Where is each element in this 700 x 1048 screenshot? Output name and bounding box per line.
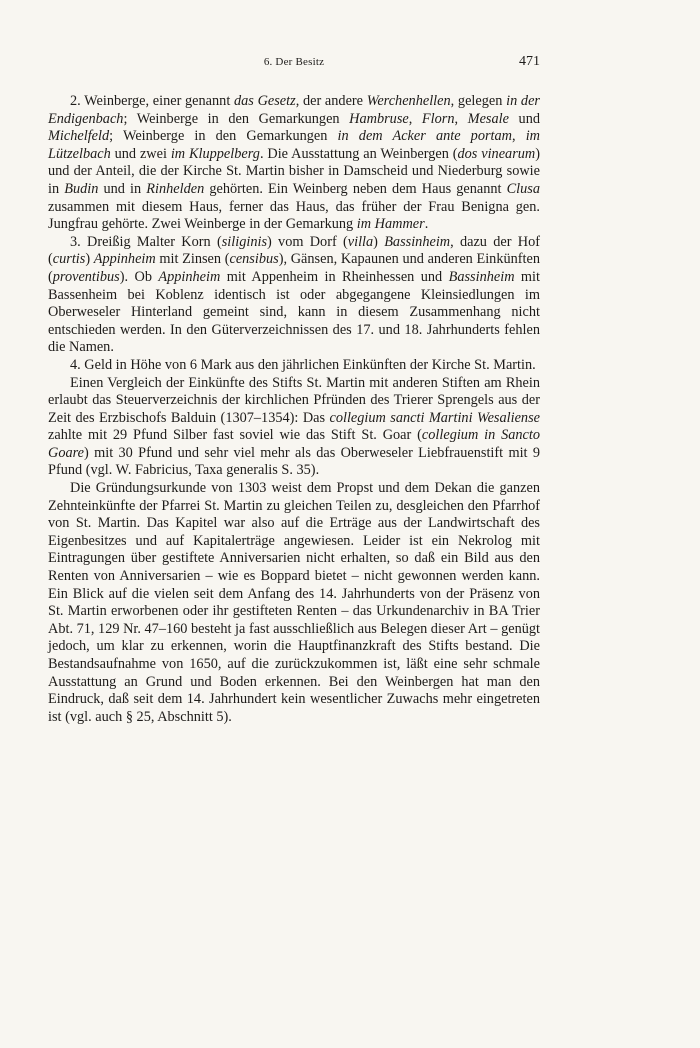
italic-term: das Gesetz <box>234 93 296 109</box>
text-run: ) und der Anteil, die der Kirche St. Martin bisher in Damscheid und Niederburg sowie in <box>48 145 540 197</box>
text-run: ; Weinberge in den Gemarkungen <box>109 128 338 145</box>
text-run: , gelegen <box>450 93 507 109</box>
italic-term: im Hammer <box>356 216 425 233</box>
body-text <box>48 93 540 726</box>
italic-term: Clusa <box>506 180 540 197</box>
italic-term: dos vinearum <box>457 145 536 162</box>
text-run: 3. Dreißig Malter Korn ( <box>70 233 222 250</box>
paragraph-grain <box>48 234 540 357</box>
italic-term: Rinhelden <box>146 180 205 197</box>
italic-term: Werchenhellen <box>366 93 451 109</box>
text-run: , <box>512 128 526 145</box>
italic-term: Budin <box>64 180 99 197</box>
text-run: ) <box>373 233 385 250</box>
text-run: 4. Geld in Höhe von 6 Mark aus den jährlichen Einkünften der Kirche St. Martin. <box>70 356 536 373</box>
text-run: , der andere <box>295 93 367 109</box>
text-run: , <box>408 110 422 127</box>
italic-term: collegium sancti Martini Wesaliense <box>329 409 540 426</box>
italic-term: proventibus <box>52 268 120 285</box>
page-header <box>48 54 540 74</box>
text-run: und in <box>98 180 147 197</box>
italic-term: collegium in Sancto Goare <box>48 427 541 461</box>
paragraph-vineyards <box>48 93 540 234</box>
italic-term: villa <box>347 233 374 250</box>
italic-term: Appinheim <box>158 268 221 285</box>
italic-term: Bassinheim <box>384 233 451 250</box>
text-run: , <box>454 110 468 127</box>
text-run: mit Zinsen ( <box>155 251 230 268</box>
text-run: ), Gänsen, Kapaunen und anderen Einkünften ( <box>48 251 540 285</box>
italic-term: censibus <box>229 251 279 268</box>
text-run: ; Weinberge in den Gemarkungen <box>123 110 350 127</box>
text-run: ) mit 30 Pfund und sehr viel mehr als das Oberweseler Liebfrauenstift mit 9 Pfund (vgl. W. Fabricius, Taxa generalis S. 35). <box>48 444 540 479</box>
italic-term: curtis <box>52 251 86 268</box>
page-number: 471 <box>519 54 540 69</box>
italic-term: Appinheim <box>93 251 156 268</box>
italic-term: in der Endigenbach <box>48 93 540 127</box>
text-run: und <box>508 110 540 127</box>
italic-term: Florn <box>421 110 455 127</box>
text-run: ) vom Dorf ( <box>267 233 348 250</box>
italic-term: siliginis <box>221 233 268 250</box>
text-run: mit Bassenheim bei Koblenz identisch ist oder abgegangene Kleinsiedlungen im Oberweseler Hinterland gemeint sind, kann in diesem Zusammenhang nicht entschieden werden. In den Güterverzeichnissen des 17. und 18. Jahrhunderts fehlen die Namen. <box>48 268 540 356</box>
italic-term: Mesale <box>467 110 509 127</box>
text-run: , dazu der Hof ( <box>48 233 540 268</box>
paragraph-founding-charter <box>48 480 540 726</box>
text-run: Die Gründungsurkunde von 1303 weist dem Propst und dem Dekan die ganzen Zehnteinkünfte der Pfarrei St. Martin zu gleichen Teilen zu, desgleichen den Pfarrhof von St. Martin. Das Kapitel war also auf die Erträge aus der Landwirtschaft des Eigenbesitzes und auf Kapitalerträge angewiesen. Leider ist ein Nekrolog mit Eintragungen über gestiftete Anniversarien nicht erhalten, so daß ein Bild aus den Renten von Anniversarien – wie es Boppard bietet – nicht gewonnen werden kann. Ein Blick auf die vielen seit dem Anfang des 14. Jahrhunderts von der Präsenz von St. Martin erworbenen oder ihr gestifteten Renten – das Urkundenarchiv in BA Trier Abt. 71, 129 Nr. 47–160 besteht ja fast ausschließlich aus Belegen dieser Art – genügt jedoch, um klar zu erkennen, worin die Hauptfinanzkraft des Stifts bestand. Die Bestandsaufnahme von 1650, auf die zurückzukommen ist, läßt eine sehr schmale Ausstattung an Grund und Boden erkennen. Bei den Weinbergen hat man den Eindruck, daß seit dem 14. Jahrhundert kein wesentlicher Zuwachs mehr eingetreten ist (vgl. auch § 25, Abschnitt 5). <box>48 480 540 725</box>
text-run: ). Ob <box>119 268 159 285</box>
text-run: Einen Vergleich der Einkünfte des Stifts St. Martin mit anderen Stiften am Rhein erlaubt das Steuerverzeichnis der kirchlichen Pfründen des Trierer Sprengels aus der Zeit des Erzbischofs Balduin (1307–1354): Das <box>48 374 540 426</box>
italic-term: in dem Acker ante portam <box>337 128 512 145</box>
text-run: gehörten. Ein Weinberg neben dem Haus genannt <box>204 180 507 197</box>
paragraph-money <box>48 357 540 375</box>
italic-term: im Kluppelberg <box>170 145 260 162</box>
text-run: 2. Weinberge, einer genannt <box>70 93 234 109</box>
running-head: 6. Der Besitz <box>263 56 325 68</box>
text-run: ) <box>85 251 94 268</box>
text-run: mit Appenheim in Rheinhessen und <box>220 268 449 285</box>
italic-term: Hambruse <box>349 110 409 127</box>
text-run: . <box>424 216 429 233</box>
text-run: und zwei <box>110 145 171 162</box>
italic-term: Bassinheim <box>448 268 515 285</box>
paragraph-comparison <box>48 375 540 481</box>
text-run: zahlte mit 29 Pfund Silber fast soviel wie das Stift St. Goar ( <box>48 427 422 444</box>
text-run: zusammen mit diesem Haus, ferner das Haus, das früher der Frau Benigna gen. Jungfrau gehörte. Zwei Weinberge in der Gemarkung <box>48 198 540 233</box>
italic-term: im Lützelbach <box>48 128 541 162</box>
text-run: . Die Ausstattung an Weinbergen ( <box>259 145 458 162</box>
italic-term: Michelfeld <box>48 128 110 145</box>
